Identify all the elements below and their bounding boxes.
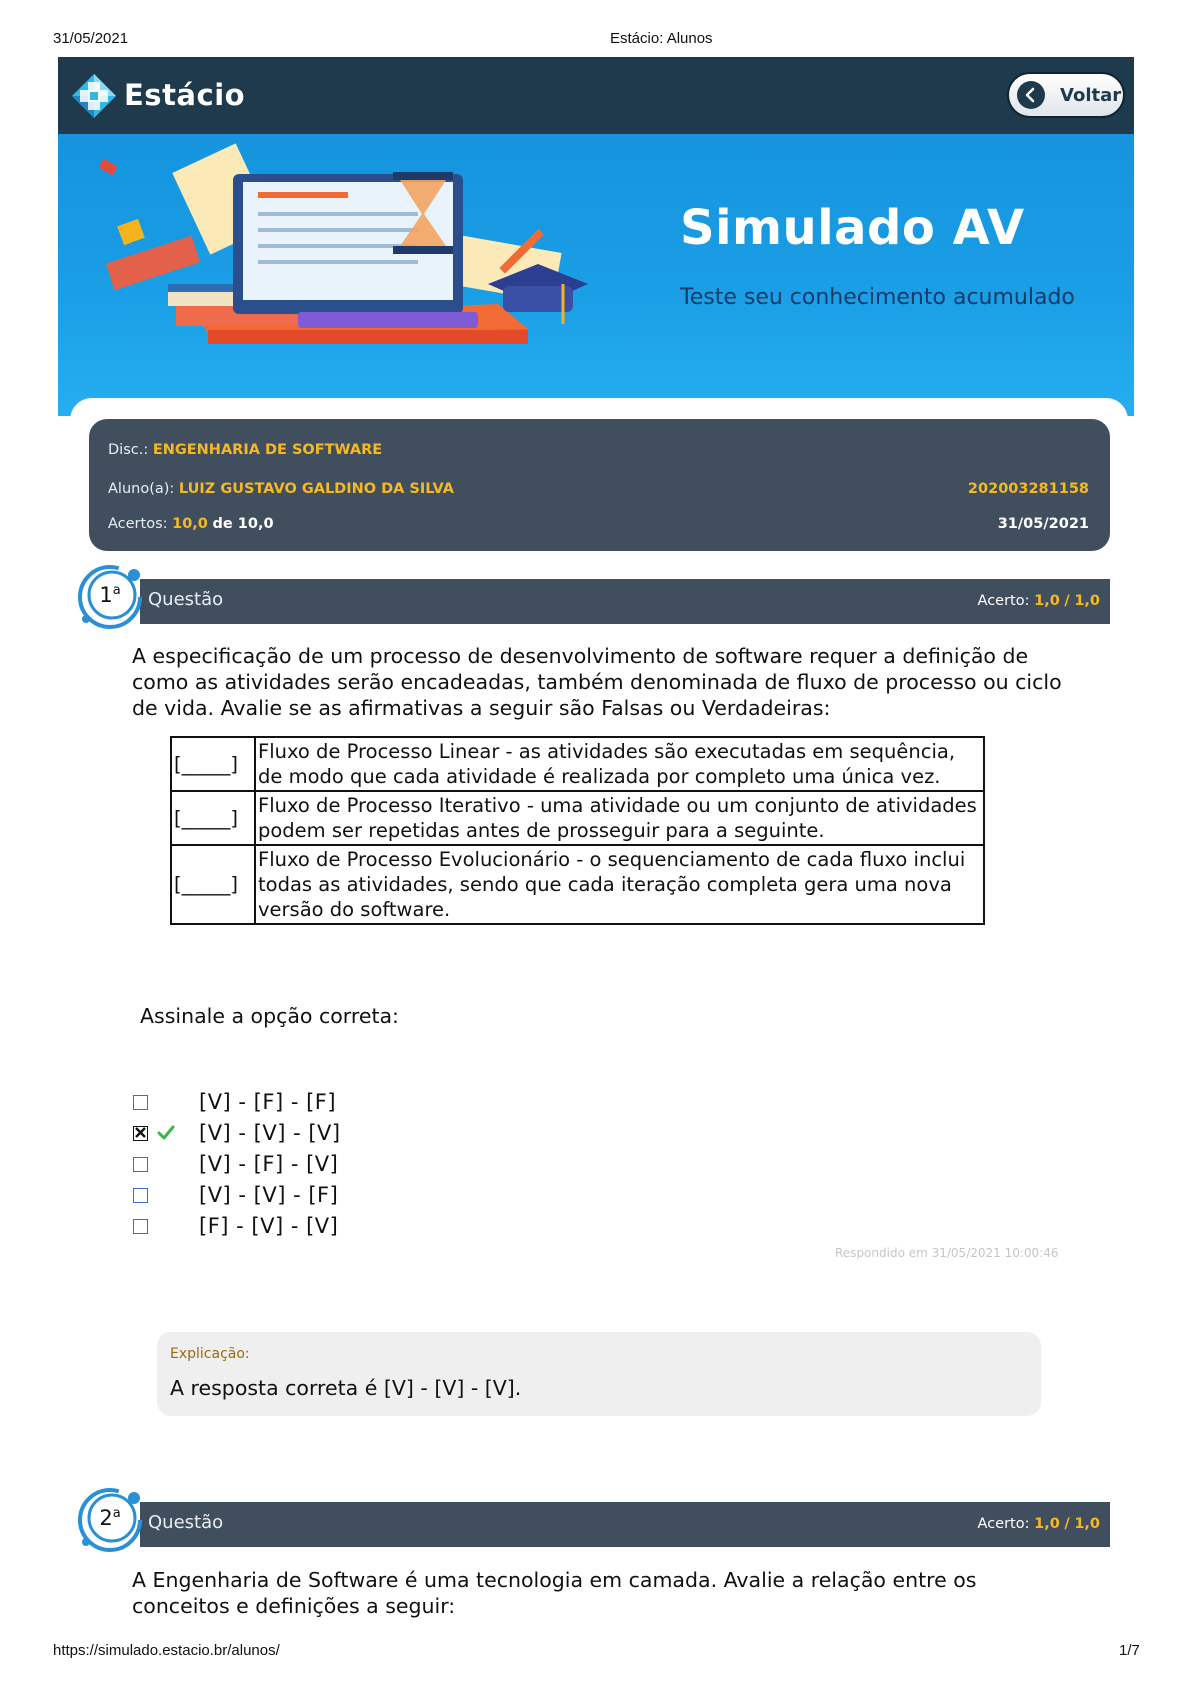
explanation-label: Explicação: [170, 1346, 250, 1362]
question-number-value: 2 [99, 1506, 113, 1530]
question-title: Questão [148, 1512, 224, 1533]
print-page-number: 1/7 [1119, 1642, 1140, 1659]
statements-table [170, 736, 985, 925]
hits-label: Acertos: [108, 516, 168, 532]
answer-option[interactable] [133, 1180, 339, 1210]
option-label: [V] - [V] - [V] [199, 1121, 341, 1145]
score-separator: / [1064, 593, 1070, 609]
study-illustration [58, 134, 1134, 416]
score-value: 1,0 [1034, 1516, 1060, 1532]
answer-option[interactable] [133, 1149, 339, 1179]
answer-option[interactable] [133, 1211, 339, 1241]
score-label: Acerto: [977, 1516, 1030, 1532]
answer-option-selected[interactable] [133, 1118, 341, 1148]
question-number [84, 583, 136, 607]
hits-line [108, 516, 274, 532]
question-score [978, 593, 1100, 609]
exam-date: 31/05/2021 [997, 516, 1089, 532]
question-intro: A Engenharia de Software é uma tecnologia em camada. Avalie a relação entre os conceitos e definições a seguir: [132, 1568, 977, 1618]
print-date: 31/05/2021 [53, 30, 129, 47]
question-prompt: Assinale a opção correta: [140, 1004, 399, 1028]
option-label: [V] - [F] - [F] [199, 1090, 337, 1114]
banner-subtitle: Teste seu conhecimento acumulado [680, 285, 1075, 310]
estacio-logo-icon [70, 72, 118, 120]
estacio-logo-text: Estácio [124, 78, 246, 112]
statement-text: Fluxo de Processo Iterativo - uma atividade ou um conjunto de atividades podem ser repetidas antes de prosseguir para a seguinte. [255, 791, 984, 845]
student-name: LUIZ GUSTAVO GALDINO DA SILVA [178, 481, 454, 497]
score-max: 1,0 [1074, 1516, 1100, 1532]
score-label: Acerto: [977, 593, 1030, 609]
question-header [140, 1502, 1110, 1547]
statement-blank: [_____] [171, 791, 255, 845]
score-value: 1,0 [1034, 593, 1060, 609]
question-number-value: 1 [99, 583, 113, 607]
chevron-left-icon [1016, 80, 1046, 110]
explanation-box [157, 1332, 1041, 1416]
student-line [108, 481, 454, 497]
print-url: https://simulado.estacio.br/alunos/ [53, 1642, 280, 1659]
answered-timestamp: Respondido em 31/05/2021 10:00:46 [835, 1246, 1059, 1260]
statement-text: Fluxo de Processo Evolucionário - o sequenciamento de cada fluxo inclui todas as atividades, sendo que cada iteração completa gera uma nova versão do software. [255, 845, 984, 924]
hits-value: 10,0 [172, 516, 208, 532]
table-row [171, 791, 984, 845]
question-number [84, 1506, 136, 1530]
question-intro: A especificação de um processo de desenvolvimento de software requer a definição de como as atividades serão encadeadas, também denominada de fluxo de processo ou ciclo de vida. Avalie se as afirmativas a seguir são Falsas ou Verdadeiras: [132, 644, 1062, 720]
option-checkbox[interactable] [133, 1095, 148, 1110]
hits-total: de 10,0 [212, 516, 274, 532]
statement-blank: [_____] [171, 845, 255, 924]
option-label: [V] - [F] - [V] [199, 1152, 339, 1176]
x-mark-icon [133, 1125, 148, 1140]
print-title: Estácio: Alunos [610, 30, 713, 47]
statement-blank: [_____] [171, 737, 255, 791]
exam-info-panel [89, 419, 1110, 551]
discipline-line [108, 442, 382, 458]
back-button-label: Voltar [1060, 84, 1122, 106]
hero-banner [58, 134, 1134, 416]
option-label: [F] - [V] - [V] [199, 1214, 339, 1238]
explanation-text: A resposta correta é [V] - [V] - [V]. [170, 1376, 522, 1400]
option-checkbox[interactable] [133, 1188, 148, 1203]
student-label: Aluno(a): [108, 481, 175, 497]
option-checkbox[interactable] [133, 1157, 148, 1172]
option-checkbox-checked[interactable] [133, 1126, 148, 1141]
question-title: Questão [148, 589, 224, 610]
correct-check-icon [157, 1124, 175, 1142]
table-row [171, 737, 984, 791]
discipline-value: ENGENHARIA DE SOFTWARE [152, 442, 383, 458]
question-number-ordinal: a [112, 583, 121, 598]
question-number-ordinal: a [112, 1506, 121, 1521]
question-header [140, 579, 1110, 624]
discipline-label: Disc.: [108, 442, 149, 458]
question-score [978, 1516, 1100, 1532]
score-separator: / [1064, 1516, 1070, 1532]
answer-option[interactable] [133, 1087, 337, 1117]
option-label: [V] - [V] - [F] [199, 1183, 339, 1207]
back-button[interactable] [1007, 72, 1125, 118]
table-row [171, 845, 984, 924]
student-id: 202003281158 [967, 481, 1089, 497]
score-max: 1,0 [1074, 593, 1100, 609]
statement-text: Fluxo de Processo Linear - as atividades são executadas em sequência, de modo que cada atividade é realizada por completo uma única vez. [255, 737, 984, 791]
banner-title: Simulado AV [680, 200, 1025, 256]
option-checkbox[interactable] [133, 1219, 148, 1234]
